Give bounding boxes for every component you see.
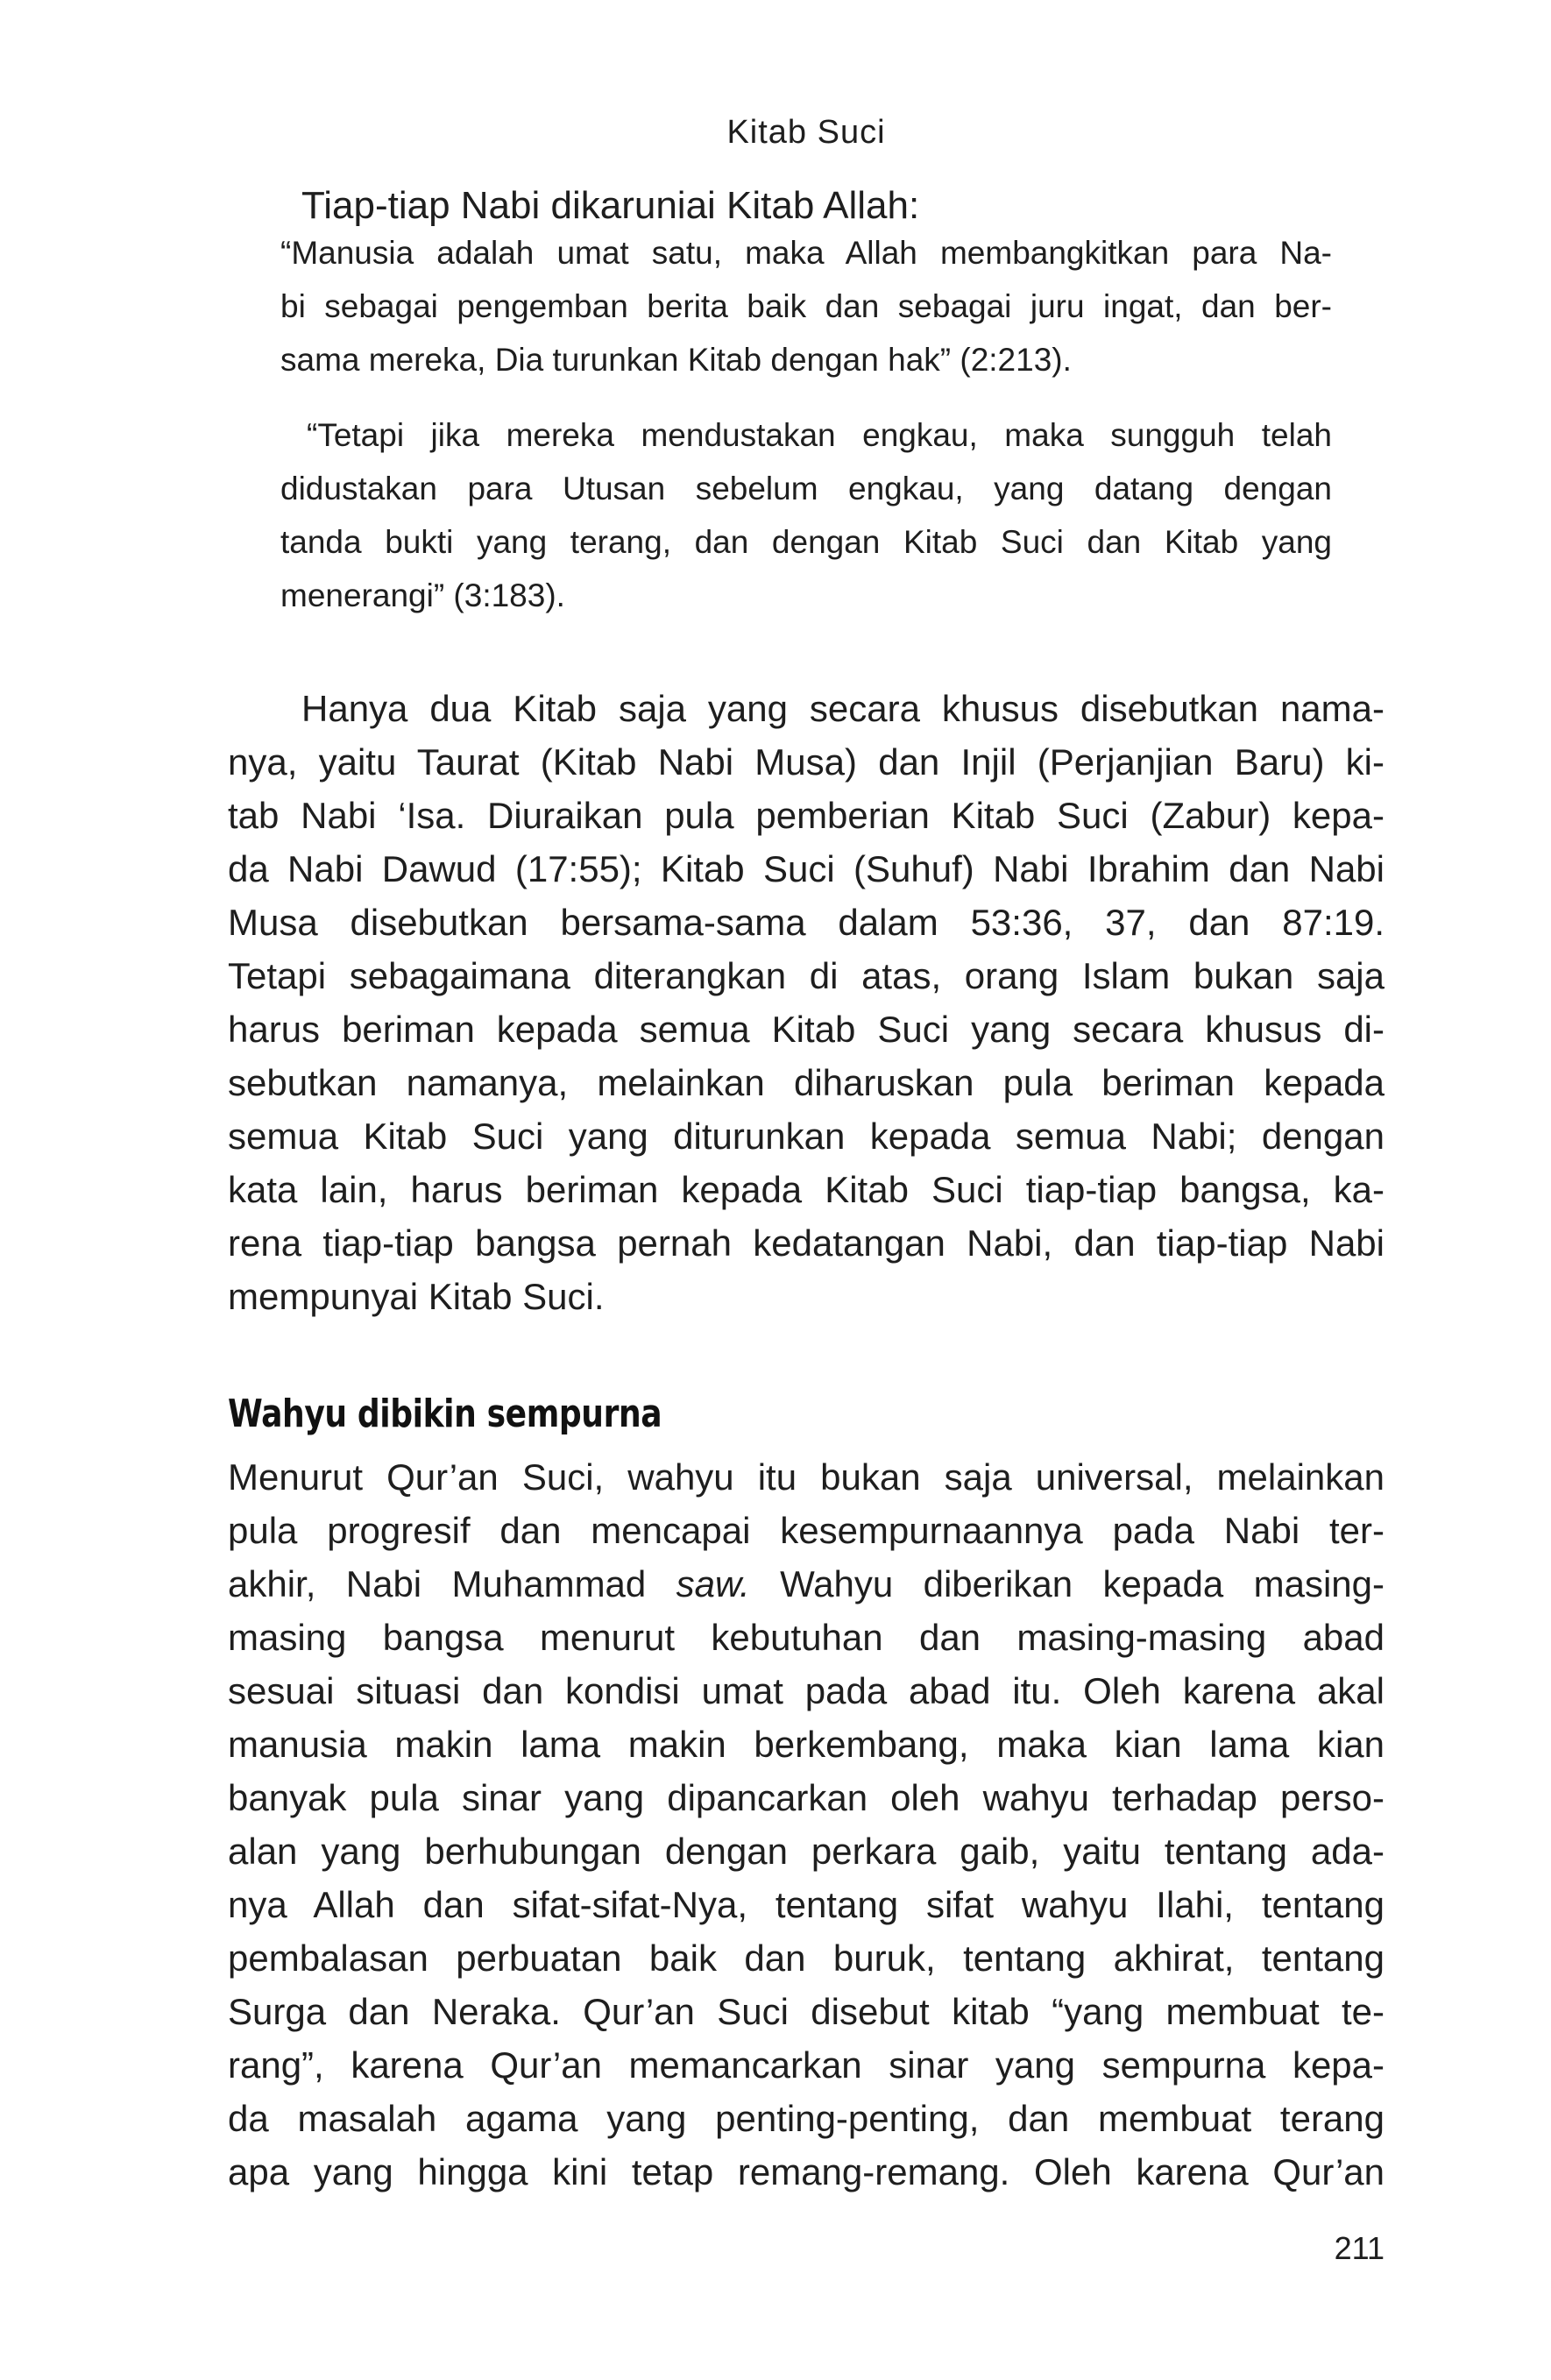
- paragraph-line: Musa disebutkan bersama-sama dalam 53:36, 37, dan 87:19.: [228, 902, 1385, 943]
- paragraph-line: mempunyai Kitab Suci.: [228, 1276, 605, 1317]
- quote-line: menerangi” (3:183).: [280, 577, 565, 613]
- quote-line: “Tetapi jika mereka mendustakan engkau, maka sungguh telah: [307, 417, 1332, 453]
- quote-line: “Manusia adalah umat satu, maka Allah membangkitkan para Na-: [280, 235, 1332, 271]
- paragraph-line: banyak pula sinar yang dipancarkan oleh wahyu terhadap perso-: [228, 1777, 1385, 1818]
- paragraph-line: rang”, karena Qur’an memancarkan sinar yang sempurna kepa-: [228, 2044, 1385, 2086]
- paragraph-2: [228, 1450, 1385, 2199]
- text-run: Wahyu diberikan kepada masing-: [749, 1563, 1385, 1604]
- running-header: Kitab Suci: [726, 114, 886, 151]
- paragraph-line: Menurut Qur’an Suci, wahyu itu bukan saja universal, melainkan: [228, 1456, 1385, 1498]
- quote-line: sama mereka, Dia turunkan Kitab dengan hak” (2:213).: [280, 342, 1072, 378]
- intro-sentence: Tiap-tiap Nabi dikaruniai Kitab Allah:: [301, 184, 920, 227]
- paragraph-line: nya, yaitu Taurat (Kitab Nabi Musa) dan Injil (Perjanjian Baru) ki-: [228, 741, 1385, 783]
- quote-line: didustakan para Utusan sebelum engkau, yang datang dengan: [280, 471, 1332, 506]
- paragraph-line: semua Kitab Suci yang diturunkan kepada semua Nabi; dengan: [228, 1116, 1385, 1157]
- paragraph-line: kata lain, harus beriman kepada Kitab Suci tiap-tiap bangsa, ka-: [228, 1169, 1385, 1210]
- paragraph-1: [228, 682, 1385, 1323]
- paragraph-line: da Nabi Dawud (17:55); Kitab Suci (Suhuf) Nabi Ibrahim dan Nabi: [228, 848, 1385, 889]
- paragraph-line: tab Nabi ‘Isa. Diuraikan pula pemberian Kitab Suci (Zabur) kepa-: [228, 795, 1385, 836]
- paragraph-line: pula progresif dan mencapai kesempurnaannya pada Nabi ter-: [228, 1510, 1385, 1551]
- paragraph-line: apa yang hingga kini tetap remang-remang. Oleh karena Qur’an: [228, 2151, 1385, 2192]
- paragraph-line: harus beriman kepada semua Kitab Suci yang secara khusus di-: [228, 1009, 1385, 1050]
- italic-abbreviation: saw.: [676, 1563, 750, 1604]
- quote-block-1: [280, 226, 1332, 386]
- paragraph-line: rena tiap-tiap bangsa pernah kedatangan Nabi, dan tiap-tiap Nabi: [228, 1222, 1385, 1264]
- quote-line: tanda bukti yang terang, dan dengan Kitab Suci dan Kitab yang: [280, 524, 1332, 560]
- quote-block-2: [280, 408, 1332, 622]
- paragraph-line: pembalasan perbuatan baik dan buruk, tentang akhirat, tentang: [228, 1937, 1385, 1979]
- paragraph-line: masing bangsa menurut kebutuhan dan masing-masing abad: [228, 1617, 1385, 1658]
- paragraph-line: Hanya dua Kitab saja yang secara khusus disebutkan nama-: [301, 688, 1385, 729]
- page-number: 211: [1334, 2230, 1385, 2266]
- paragraph-line: Surga dan Neraka. Qur’an Suci disebut kitab “yang membuat te-: [228, 1991, 1385, 2032]
- section-heading: Wahyu dibikin sempurna: [228, 1392, 662, 1436]
- paragraph-line: Tetapi sebagaimana diterangkan di atas, orang Islam bukan saja: [228, 955, 1385, 996]
- paragraph-line: manusia makin lama makin berkembang, maka kian lama kian: [228, 1724, 1385, 1765]
- text-run: akhir, Nabi Muhammad: [228, 1563, 676, 1604]
- paragraph-line: sebutkan namanya, melainkan diharuskan pula beriman kepada: [228, 1062, 1385, 1103]
- paragraph-line-with-italic: [228, 1557, 1385, 1611]
- paragraph-line: alan yang berhubungan dengan perkara gaib, yaitu tentang ada-: [228, 1831, 1385, 1872]
- quote-line: bi sebagai pengemban berita baik dan sebagai juru ingat, dan ber-: [280, 288, 1332, 324]
- paragraph-line: nya Allah dan sifat-sifat-Nya, tentang sifat wahyu Ilahi, tentang: [228, 1884, 1385, 1925]
- paragraph-line: da masalah agama yang penting-penting, dan membuat terang: [228, 2098, 1385, 2139]
- paragraph-line: sesuai situasi dan kondisi umat pada abad itu. Oleh karena akal: [228, 1670, 1385, 1711]
